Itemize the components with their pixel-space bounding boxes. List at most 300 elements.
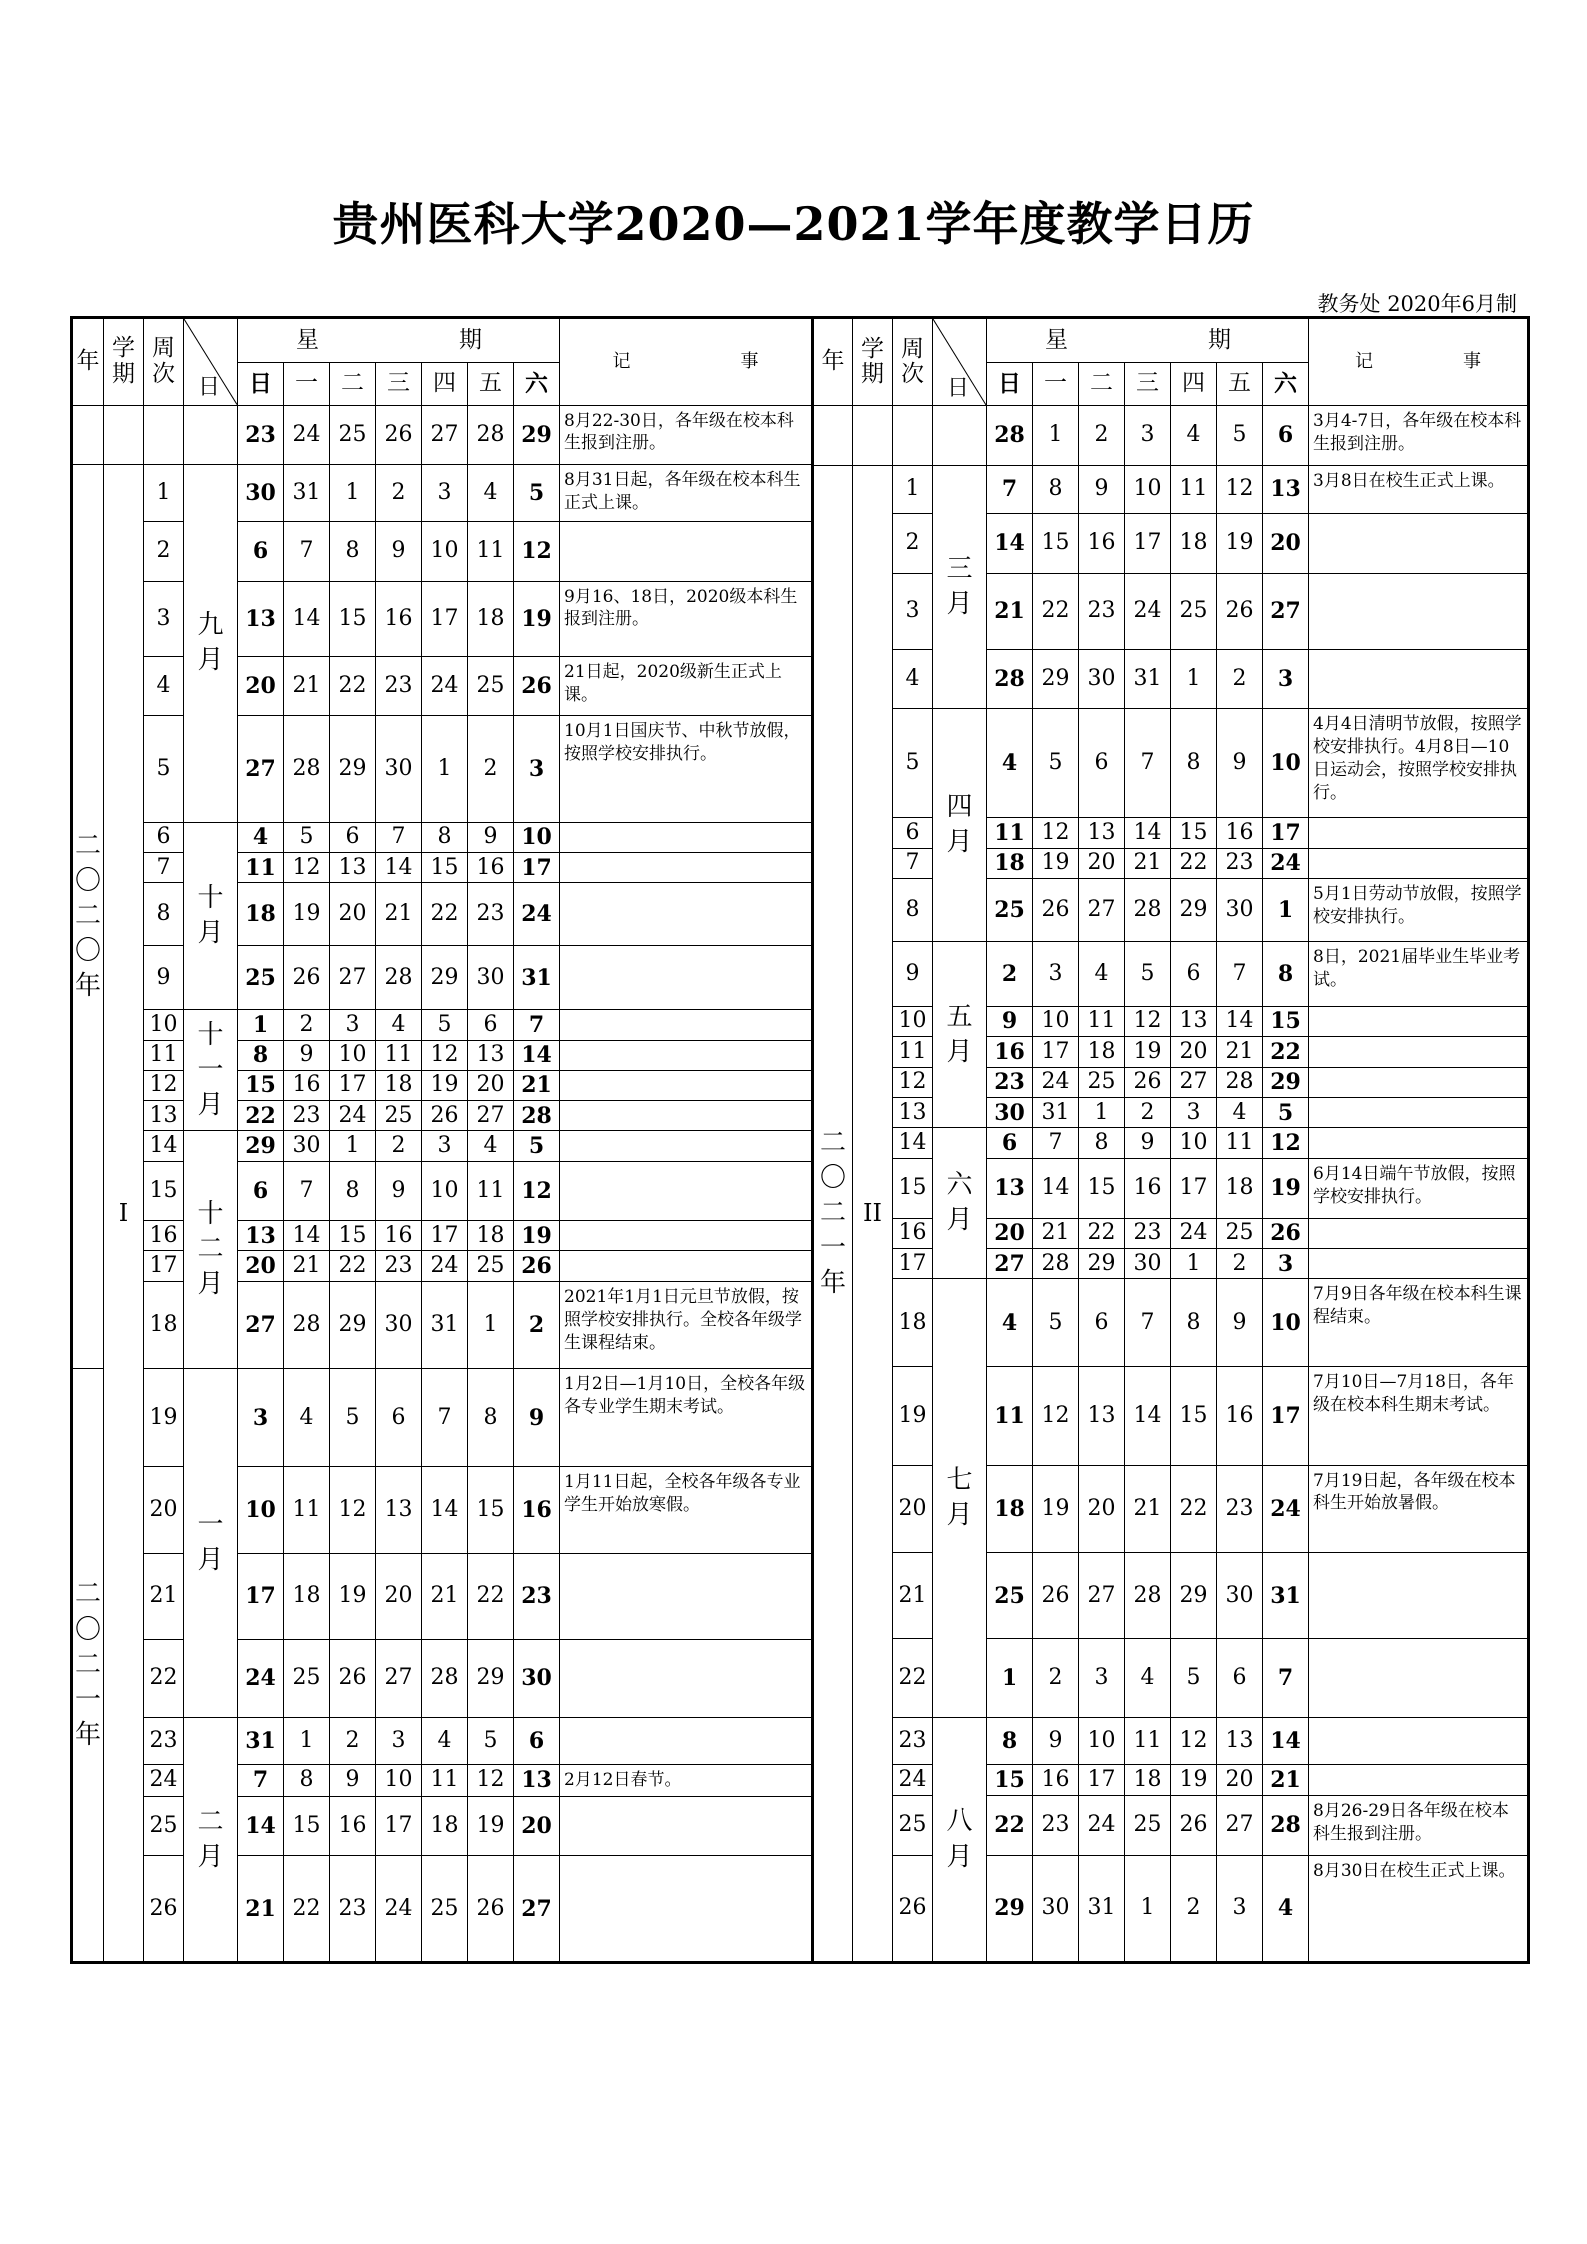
date-cell: 14 bbox=[1217, 1006, 1263, 1036]
week-number: 10 bbox=[144, 1010, 184, 1040]
header-weekday-left: 星 bbox=[296, 326, 319, 353]
date-cell: 30 bbox=[987, 1097, 1033, 1127]
date-cell: 5 bbox=[1171, 1639, 1217, 1718]
note-cell: 21日起，2020级新生正式上课。 bbox=[560, 656, 813, 715]
date-cell: 9 bbox=[514, 1369, 560, 1467]
date-cell: 24 bbox=[1263, 1465, 1309, 1553]
date-cell: 28 bbox=[514, 1101, 560, 1131]
week-number: 10 bbox=[893, 1006, 933, 1036]
date-cell: 27 bbox=[1079, 879, 1125, 942]
week-number: 26 bbox=[144, 1856, 184, 1963]
week-row bbox=[813, 879, 1529, 942]
week-row bbox=[72, 1070, 813, 1100]
date-cell: 30 bbox=[238, 464, 284, 521]
date-cell: 15 bbox=[330, 581, 376, 656]
date-cell: 9 bbox=[330, 1765, 376, 1796]
date-cell: 7 bbox=[1263, 1639, 1309, 1718]
date-cell: 24 bbox=[422, 656, 468, 715]
date-cell: 23 bbox=[284, 1101, 330, 1131]
date-cell: 20 bbox=[468, 1070, 514, 1100]
date-cell: 26 bbox=[468, 1856, 514, 1963]
week-number: 9 bbox=[893, 942, 933, 1006]
week-number: 16 bbox=[144, 1221, 184, 1251]
date-cell: 12 bbox=[1033, 1367, 1079, 1465]
note-cell bbox=[560, 822, 813, 852]
date-cell: 24 bbox=[330, 1101, 376, 1131]
date-cell: 25 bbox=[284, 1639, 330, 1718]
note-cell: 8月22-30日，各年级在校本科生报到注册。 bbox=[560, 405, 813, 464]
week-number: 15 bbox=[144, 1161, 184, 1220]
date-cell: 27 bbox=[1079, 1553, 1125, 1639]
week-number: 22 bbox=[144, 1639, 184, 1718]
date-cell: 9 bbox=[284, 1040, 330, 1070]
date-cell: 6 bbox=[514, 1718, 560, 1765]
note-cell bbox=[1309, 1218, 1529, 1248]
note-cell bbox=[1309, 1639, 1529, 1718]
header-year: 年 bbox=[813, 318, 853, 406]
date-cell: 23 bbox=[1217, 1465, 1263, 1553]
note-cell bbox=[560, 1718, 813, 1765]
date-cell: 17 bbox=[1263, 1367, 1309, 1465]
date-cell: 11 bbox=[1217, 1128, 1263, 1158]
date-cell: 18 bbox=[987, 848, 1033, 878]
date-cell: 1 bbox=[468, 1281, 514, 1369]
date-cell: 13 bbox=[1171, 1006, 1217, 1036]
week-number: 22 bbox=[893, 1639, 933, 1718]
date-cell: 23 bbox=[238, 405, 284, 464]
date-cell: 14 bbox=[1263, 1718, 1309, 1765]
date-cell: 3 bbox=[238, 1369, 284, 1467]
date-cell: 10 bbox=[1125, 465, 1171, 513]
date-cell: 27 bbox=[376, 1639, 422, 1718]
date-cell: 2 bbox=[1033, 1639, 1079, 1718]
note-cell bbox=[560, 1131, 813, 1161]
date-cell: 13 bbox=[987, 1158, 1033, 1218]
week-number: 24 bbox=[144, 1765, 184, 1796]
header-weekday bbox=[987, 318, 1309, 363]
week-row bbox=[813, 1006, 1529, 1036]
date-cell: 8 bbox=[1171, 1279, 1217, 1367]
date-cell: 28 bbox=[284, 716, 330, 823]
date-cell: 15 bbox=[422, 853, 468, 883]
week-row bbox=[72, 1251, 813, 1281]
date-cell: 20 bbox=[1079, 848, 1125, 878]
date-cell: 20 bbox=[238, 656, 284, 715]
date-cell: 26 bbox=[376, 405, 422, 464]
month-text: 十月 bbox=[197, 882, 224, 948]
date-cell: 14 bbox=[422, 1466, 468, 1554]
date-cell: 20 bbox=[238, 1251, 284, 1281]
date-cell: 7 bbox=[422, 1369, 468, 1467]
calendar-table-term-2 bbox=[811, 316, 1530, 1964]
date-cell: 2 bbox=[376, 1131, 422, 1161]
date-cell: 16 bbox=[1033, 1765, 1079, 1795]
date-cell: 31 bbox=[1033, 1097, 1079, 1127]
date-cell: 2 bbox=[1171, 1855, 1217, 1962]
week-number: 16 bbox=[893, 1218, 933, 1248]
date-cell: 4 bbox=[238, 822, 284, 852]
date-cell: 17 bbox=[330, 1070, 376, 1100]
date-cell: 8 bbox=[987, 1718, 1033, 1765]
date-cell: 17 bbox=[1125, 514, 1171, 574]
week-row bbox=[813, 649, 1529, 709]
date-cell: 19 bbox=[514, 581, 560, 656]
date-cell: 9 bbox=[1079, 465, 1125, 513]
date-cell: 29 bbox=[1171, 1553, 1217, 1639]
date-cell: 7 bbox=[284, 1161, 330, 1220]
date-cell: 3 bbox=[1263, 649, 1309, 709]
date-cell: 13 bbox=[376, 1466, 422, 1554]
date-cell: 17 bbox=[1263, 818, 1309, 848]
date-cell: 3 bbox=[1125, 405, 1171, 465]
date-cell: 5 bbox=[1217, 405, 1263, 465]
date-cell: 23 bbox=[1033, 1795, 1079, 1855]
week-row bbox=[813, 405, 1529, 465]
week-number: 24 bbox=[893, 1765, 933, 1795]
date-cell: 13 bbox=[238, 581, 284, 656]
date-cell: 23 bbox=[514, 1554, 560, 1639]
week-row bbox=[72, 1856, 813, 1963]
date-cell: 18 bbox=[284, 1554, 330, 1639]
date-cell: 15 bbox=[238, 1070, 284, 1100]
date-cell: 17 bbox=[1079, 1765, 1125, 1795]
date-cell: 26 bbox=[422, 1101, 468, 1131]
week-row bbox=[72, 883, 813, 946]
date-cell: 3 bbox=[422, 464, 468, 521]
header-term: 学期 bbox=[853, 318, 893, 406]
week-number: 6 bbox=[893, 818, 933, 848]
date-cell: 5 bbox=[514, 1131, 560, 1161]
date-cell: 26 bbox=[514, 656, 560, 715]
date-cell: 3 bbox=[1171, 1097, 1217, 1127]
date-cell: 4 bbox=[1079, 942, 1125, 1006]
note-cell bbox=[560, 522, 813, 581]
week-row bbox=[72, 1101, 813, 1131]
date-cell: 3 bbox=[1217, 1855, 1263, 1962]
date-cell: 20 bbox=[376, 1554, 422, 1639]
week-row bbox=[813, 1097, 1529, 1127]
week-number: 6 bbox=[144, 822, 184, 852]
week-row bbox=[72, 1718, 813, 1765]
date-cell: 29 bbox=[330, 716, 376, 823]
date-cell: 22 bbox=[1263, 1037, 1309, 1067]
note-cell: 9月16、18日，2020级本科生报到注册。 bbox=[560, 581, 813, 656]
year-cell bbox=[813, 405, 853, 465]
header-day-4: 四 bbox=[422, 362, 468, 405]
note-cell bbox=[1309, 1128, 1529, 1158]
date-cell: 12 bbox=[422, 1040, 468, 1070]
header-day-3: 三 bbox=[376, 362, 422, 405]
date-cell: 22 bbox=[284, 1856, 330, 1963]
header-notes-left: 记 bbox=[1355, 351, 1373, 373]
note-cell: 7月10日—7月18日，各年级在校本科生期末考试。 bbox=[1309, 1367, 1529, 1465]
date-cell: 12 bbox=[284, 853, 330, 883]
header-week: 周次 bbox=[893, 318, 933, 406]
week-row bbox=[813, 1367, 1529, 1465]
header-day-label: 日 bbox=[947, 375, 970, 401]
week-row bbox=[72, 1466, 813, 1554]
date-cell: 24 bbox=[1263, 848, 1309, 878]
date-cell: 1 bbox=[422, 716, 468, 823]
date-cell: 16 bbox=[1079, 514, 1125, 574]
date-cell: 21 bbox=[284, 1251, 330, 1281]
date-cell: 19 bbox=[1217, 514, 1263, 574]
calendar-table-term-1 bbox=[70, 316, 814, 1964]
header-day-diagonal bbox=[184, 318, 238, 406]
date-cell: 19 bbox=[1033, 1465, 1079, 1553]
week-row bbox=[72, 716, 813, 823]
week-number: 8 bbox=[893, 879, 933, 942]
week-row bbox=[813, 465, 1529, 513]
date-cell: 3 bbox=[422, 1131, 468, 1161]
date-cell: 1 bbox=[238, 1010, 284, 1040]
note-cell: 1月2日—1月10日，全校各年级各专业学生期末考试。 bbox=[560, 1369, 813, 1467]
week-row bbox=[813, 1279, 1529, 1367]
header-weekday-right: 期 bbox=[459, 326, 482, 353]
header-day-5: 五 bbox=[1217, 363, 1263, 406]
header-day-0: 日 bbox=[238, 362, 284, 405]
note-cell bbox=[1309, 1037, 1529, 1067]
week-number: 4 bbox=[144, 656, 184, 715]
date-cell: 5 bbox=[422, 1010, 468, 1040]
date-cell: 10 bbox=[1079, 1718, 1125, 1765]
date-cell: 25 bbox=[330, 405, 376, 464]
note-cell bbox=[560, 946, 813, 1010]
week-row bbox=[72, 522, 813, 581]
date-cell: 23 bbox=[468, 883, 514, 946]
date-cell: 29 bbox=[1263, 1067, 1309, 1097]
week-number: 14 bbox=[893, 1128, 933, 1158]
date-cell: 31 bbox=[284, 464, 330, 521]
date-cell: 6 bbox=[1171, 942, 1217, 1006]
month-text: 三月 bbox=[946, 553, 973, 619]
month-label bbox=[184, 1718, 238, 1963]
week-number: 5 bbox=[893, 709, 933, 818]
date-cell: 4 bbox=[987, 709, 1033, 818]
date-cell: 27 bbox=[514, 1856, 560, 1963]
date-cell: 14 bbox=[284, 581, 330, 656]
date-cell: 10 bbox=[376, 1765, 422, 1796]
header-week: 周次 bbox=[144, 318, 184, 406]
date-cell: 1 bbox=[330, 464, 376, 521]
date-cell: 21 bbox=[1263, 1765, 1309, 1795]
date-cell: 20 bbox=[330, 883, 376, 946]
date-cell: 22 bbox=[1033, 573, 1079, 649]
date-cell: 9 bbox=[376, 1161, 422, 1220]
date-cell: 24 bbox=[1079, 1795, 1125, 1855]
date-cell: 21 bbox=[284, 656, 330, 715]
date-cell: 8 bbox=[422, 822, 468, 852]
header-year: 年 bbox=[72, 318, 104, 406]
date-cell: 12 bbox=[1125, 1006, 1171, 1036]
date-cell: 5 bbox=[1263, 1097, 1309, 1127]
issuer-note: 教务处 2020年6月制 bbox=[1317, 292, 1517, 316]
date-cell: 7 bbox=[1125, 1279, 1171, 1367]
date-cell: 13 bbox=[1079, 1367, 1125, 1465]
date-cell: 7 bbox=[1125, 709, 1171, 818]
date-cell: 12 bbox=[1263, 1128, 1309, 1158]
week-number: 12 bbox=[144, 1070, 184, 1100]
week-number: 23 bbox=[893, 1718, 933, 1765]
date-cell: 21 bbox=[1217, 1037, 1263, 1067]
date-cell: 1 bbox=[1263, 879, 1309, 942]
date-cell: 10 bbox=[422, 522, 468, 581]
date-cell: 7 bbox=[987, 465, 1033, 513]
term-cell bbox=[853, 405, 893, 465]
note-cell: 2月12日春节。 bbox=[560, 1765, 813, 1796]
date-cell: 12 bbox=[1217, 465, 1263, 513]
note-cell bbox=[1309, 1718, 1529, 1765]
date-cell: 23 bbox=[330, 1856, 376, 1963]
date-cell: 27 bbox=[1263, 573, 1309, 649]
week-row bbox=[813, 709, 1529, 818]
date-cell: 18 bbox=[468, 1221, 514, 1251]
note-cell bbox=[1309, 848, 1529, 878]
date-cell: 15 bbox=[284, 1796, 330, 1855]
date-cell: 14 bbox=[1125, 1367, 1171, 1465]
date-cell: 24 bbox=[1033, 1067, 1079, 1097]
date-cell: 22 bbox=[330, 656, 376, 715]
date-cell: 18 bbox=[1125, 1765, 1171, 1795]
note-cell bbox=[1309, 514, 1529, 574]
date-cell: 21 bbox=[238, 1856, 284, 1963]
month-text: 五月 bbox=[946, 1001, 973, 1067]
date-cell: 25 bbox=[468, 1251, 514, 1281]
week-row bbox=[72, 1040, 813, 1070]
date-cell: 11 bbox=[987, 818, 1033, 848]
week-row bbox=[72, 1369, 813, 1467]
date-cell: 19 bbox=[1171, 1765, 1217, 1795]
date-cell: 12 bbox=[468, 1765, 514, 1796]
note-cell bbox=[560, 1856, 813, 1963]
date-cell: 6 bbox=[1079, 709, 1125, 818]
date-cell: 25 bbox=[1171, 573, 1217, 649]
date-cell: 30 bbox=[514, 1639, 560, 1718]
date-cell: 9 bbox=[376, 522, 422, 581]
date-cell: 25 bbox=[987, 879, 1033, 942]
note-cell: 8日，2021届毕业生毕业考试。 bbox=[1309, 942, 1529, 1006]
date-cell: 11 bbox=[284, 1466, 330, 1554]
date-cell: 15 bbox=[1079, 1158, 1125, 1218]
month-cell bbox=[184, 405, 238, 464]
month-text: 一月 bbox=[197, 1510, 224, 1576]
date-cell: 12 bbox=[514, 522, 560, 581]
note-cell: 8月26-29日各年级在校本科生报到注册。 bbox=[1309, 1795, 1529, 1855]
header-notes bbox=[560, 318, 813, 406]
date-cell: 28 bbox=[422, 1639, 468, 1718]
date-cell: 28 bbox=[1033, 1249, 1079, 1279]
date-cell: 8 bbox=[284, 1765, 330, 1796]
date-cell: 23 bbox=[1217, 848, 1263, 878]
date-cell: 11 bbox=[422, 1765, 468, 1796]
date-cell: 21 bbox=[1125, 848, 1171, 878]
date-cell: 25 bbox=[1079, 1067, 1125, 1097]
page-title: 贵州医科大学2020—2021学年度教学日历 bbox=[332, 197, 1255, 251]
note-cell bbox=[560, 1101, 813, 1131]
date-cell: 23 bbox=[1125, 1218, 1171, 1248]
year-label bbox=[72, 1369, 104, 1963]
note-cell bbox=[1309, 1553, 1529, 1639]
date-cell: 6 bbox=[1079, 1279, 1125, 1367]
week-row bbox=[813, 942, 1529, 1006]
date-cell: 3 bbox=[376, 1718, 422, 1765]
week-row bbox=[813, 1037, 1529, 1067]
term-cell bbox=[104, 405, 144, 464]
date-cell: 4 bbox=[376, 1010, 422, 1040]
date-cell: 2 bbox=[284, 1010, 330, 1040]
date-cell: 24 bbox=[284, 405, 330, 464]
header-weekday bbox=[238, 318, 560, 363]
week-number: 17 bbox=[893, 1249, 933, 1279]
year-text: 二〇二〇年 bbox=[74, 830, 101, 1002]
week-row bbox=[813, 1795, 1529, 1855]
date-cell: 15 bbox=[1171, 1367, 1217, 1465]
date-cell: 2 bbox=[1217, 1249, 1263, 1279]
date-cell: 19 bbox=[1033, 848, 1079, 878]
date-cell: 4 bbox=[1171, 405, 1217, 465]
month-label bbox=[933, 1128, 987, 1279]
header-day-label: 日 bbox=[198, 375, 221, 401]
date-cell: 8 bbox=[1171, 709, 1217, 818]
week-number: 18 bbox=[893, 1279, 933, 1367]
week-number: 14 bbox=[144, 1131, 184, 1161]
week-number: 5 bbox=[144, 716, 184, 823]
week-number: 23 bbox=[144, 1718, 184, 1765]
date-cell: 26 bbox=[1033, 1553, 1079, 1639]
date-cell: 18 bbox=[987, 1465, 1033, 1553]
week-number: 26 bbox=[893, 1855, 933, 1962]
date-cell: 20 bbox=[1171, 1037, 1217, 1067]
date-cell: 15 bbox=[468, 1466, 514, 1554]
note-cell: 8月31日起，各年级在校本科生正式上课。 bbox=[560, 464, 813, 521]
week-row bbox=[813, 514, 1529, 574]
date-cell: 10 bbox=[238, 1466, 284, 1554]
week-number: 15 bbox=[893, 1158, 933, 1218]
date-cell: 2 bbox=[468, 716, 514, 823]
date-cell: 7 bbox=[284, 522, 330, 581]
date-cell: 26 bbox=[514, 1251, 560, 1281]
note-cell bbox=[560, 1251, 813, 1281]
week-row bbox=[813, 1249, 1529, 1279]
header-term: 学期 bbox=[104, 318, 144, 406]
date-cell: 1 bbox=[1079, 1097, 1125, 1127]
header-day-diagonal bbox=[933, 318, 987, 406]
date-cell: 25 bbox=[376, 1101, 422, 1131]
note-cell bbox=[1309, 818, 1529, 848]
date-cell: 16 bbox=[284, 1070, 330, 1100]
date-cell: 29 bbox=[987, 1855, 1033, 1962]
date-cell: 8 bbox=[468, 1369, 514, 1467]
date-cell: 31 bbox=[1125, 649, 1171, 709]
date-cell: 11 bbox=[1171, 465, 1217, 513]
date-cell: 4 bbox=[284, 1369, 330, 1467]
date-cell: 16 bbox=[1125, 1158, 1171, 1218]
date-cell: 25 bbox=[1217, 1218, 1263, 1248]
week-number bbox=[144, 405, 184, 464]
month-label bbox=[933, 1718, 987, 1963]
week-number: 7 bbox=[893, 848, 933, 878]
date-cell: 11 bbox=[987, 1367, 1033, 1465]
date-cell: 20 bbox=[1217, 1765, 1263, 1795]
date-cell: 16 bbox=[376, 1221, 422, 1251]
note-cell bbox=[560, 1070, 813, 1100]
date-cell: 21 bbox=[376, 883, 422, 946]
date-cell: 9 bbox=[468, 822, 514, 852]
date-cell: 16 bbox=[468, 853, 514, 883]
week-row bbox=[72, 822, 813, 852]
date-cell: 19 bbox=[468, 1796, 514, 1855]
date-cell: 22 bbox=[422, 883, 468, 946]
